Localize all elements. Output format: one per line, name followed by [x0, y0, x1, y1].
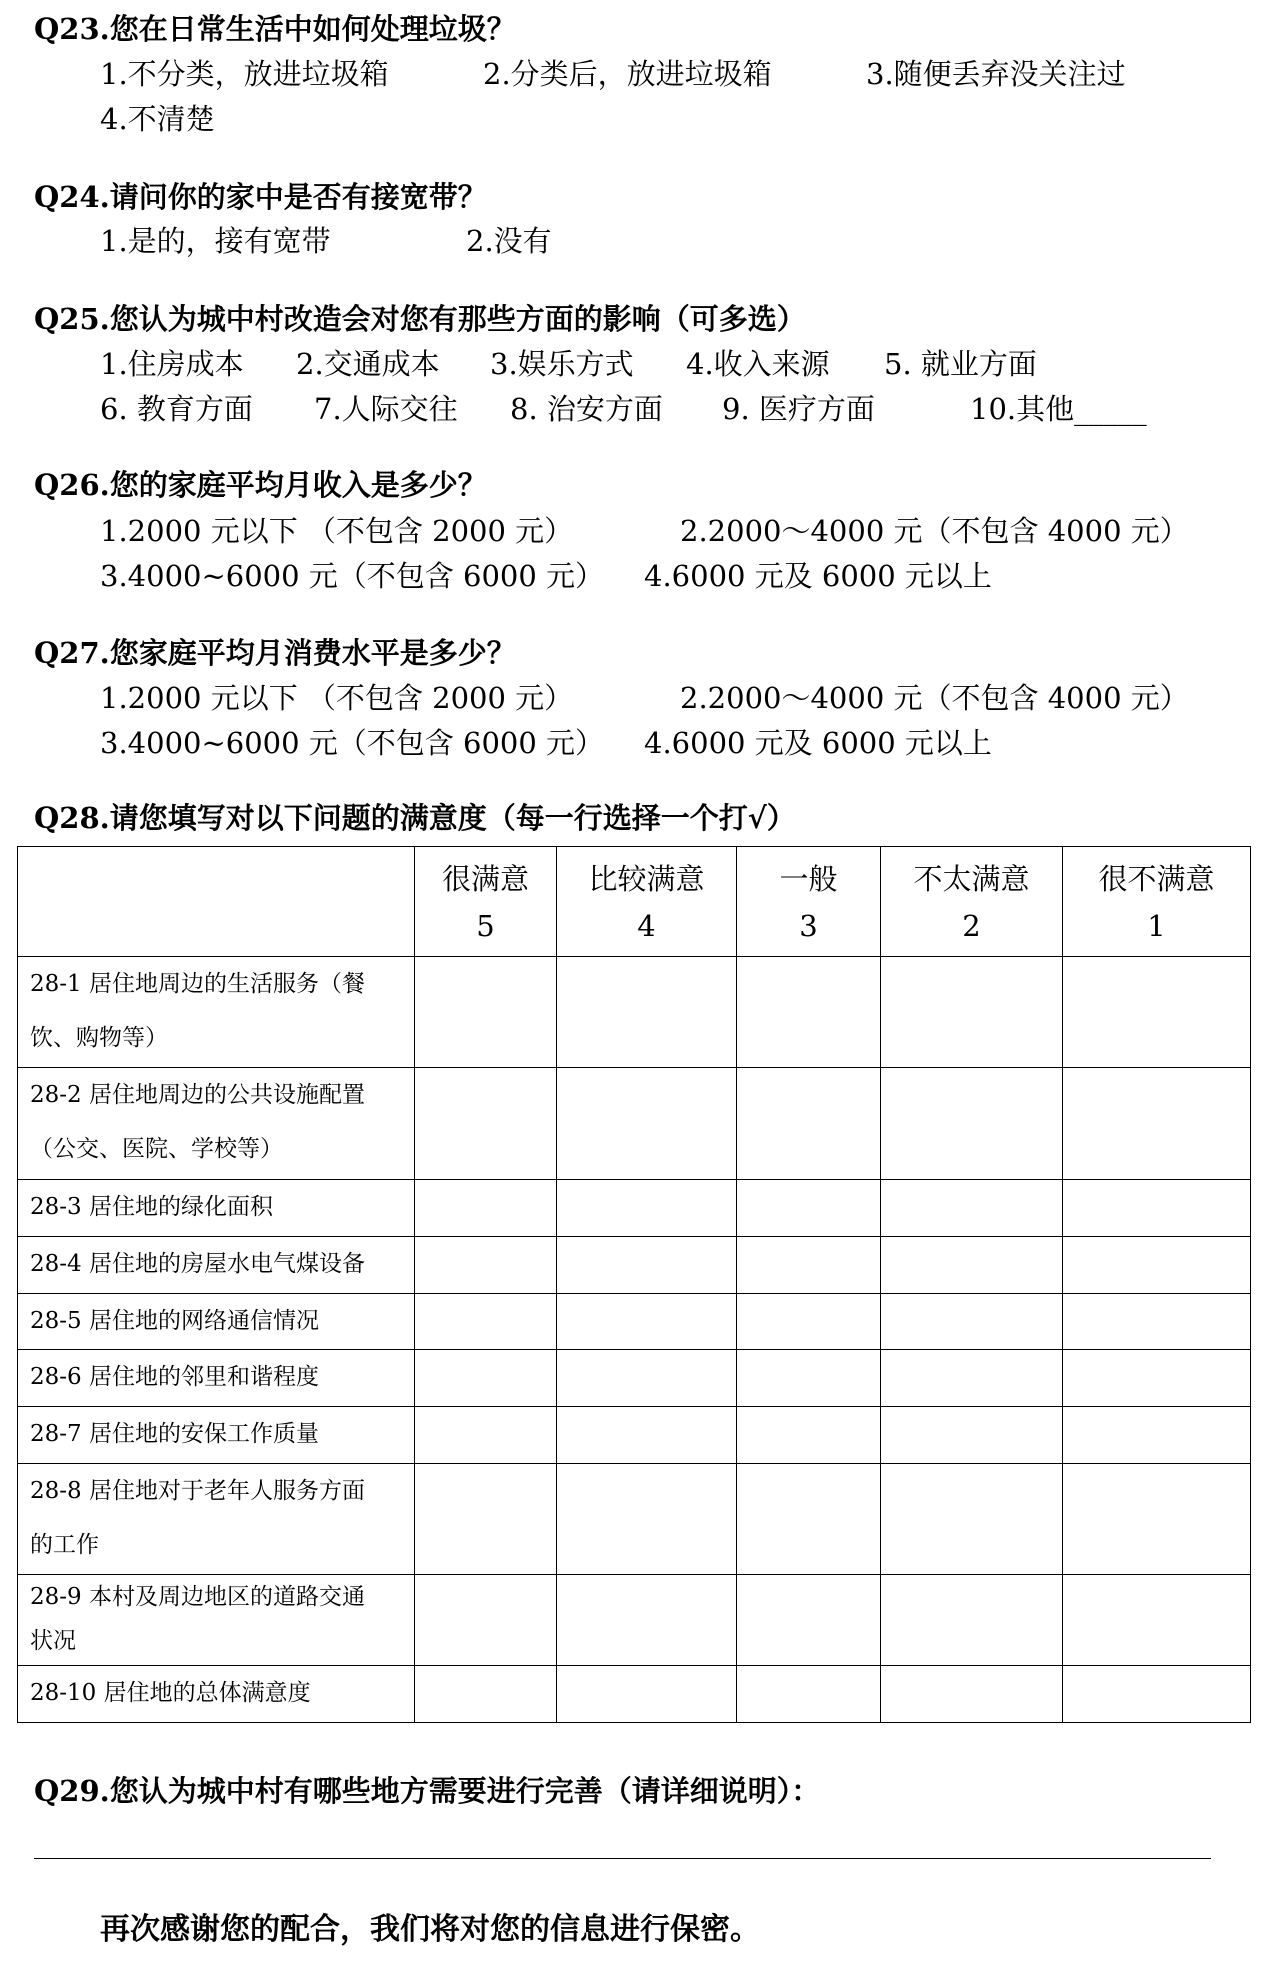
- header-not-very-satisfied: 不太满意 2: [881, 847, 1063, 957]
- rating-cell[interactable]: [1063, 1294, 1251, 1350]
- rating-cell[interactable]: [1063, 1407, 1251, 1464]
- rating-cell[interactable]: [415, 1575, 557, 1666]
- rating-cell[interactable]: [737, 1180, 881, 1237]
- q26-option-2[interactable]: 2.2000～4000 元（不包含 4000 元）: [680, 514, 1189, 548]
- q25-option-8[interactable]: 8. 治安方面: [510, 392, 663, 426]
- q24-title: Q24.请问你的家中是否有接宽带？: [34, 180, 487, 214]
- table-row: [18, 957, 1251, 1068]
- rating-cell[interactable]: [415, 1407, 557, 1464]
- row-label-28-10: 28-10 居住地的总体满意度: [18, 1666, 415, 1723]
- rating-cell[interactable]: [1063, 1464, 1251, 1575]
- table-row: [18, 1666, 1251, 1723]
- q25-option-1[interactable]: 1.住房成本: [100, 347, 244, 381]
- row-label-28-7: 28-7 居住地的安保工作质量: [18, 1407, 415, 1464]
- row-label-28-8: 28-8 居住地对于老年人服务方面 的工作: [18, 1464, 415, 1575]
- rating-cell[interactable]: [1063, 1666, 1251, 1723]
- rating-cell[interactable]: [1063, 1350, 1251, 1407]
- q27-option-1[interactable]: 1.2000 元以下 （不包含 2000 元）: [100, 681, 574, 715]
- rating-cell[interactable]: [737, 1350, 881, 1407]
- q25-option-4[interactable]: 4.收入来源: [686, 347, 830, 381]
- row-label-28-9: 28-9 本村及周边地区的道路交通 状况: [18, 1575, 415, 1666]
- rating-cell[interactable]: [737, 1068, 881, 1180]
- header-very-satisfied: 很满意 5: [415, 847, 557, 957]
- q27-title: Q27.您家庭平均月消费水平是多少？: [34, 636, 516, 670]
- closing-message: 再次感谢您的配合，我们将对您的信息进行保密。: [100, 1912, 760, 1947]
- table-row: [18, 1575, 1251, 1666]
- rating-cell[interactable]: [881, 1237, 1063, 1294]
- header-very-dissatisfied: 很不满意 1: [1063, 847, 1251, 957]
- table-header-row: [18, 847, 1251, 957]
- header-neutral: 一般 3: [737, 847, 881, 957]
- q27-option-2[interactable]: 2.2000～4000 元（不包含 4000 元）: [680, 681, 1189, 715]
- rating-cell[interactable]: [557, 1407, 737, 1464]
- q24-option-1[interactable]: 1.是的，接有宽带: [100, 224, 331, 258]
- satisfaction-table: [17, 846, 1251, 1723]
- row-label-28-5: 28-5 居住地的网络通信情况: [18, 1294, 415, 1350]
- q25-option-6[interactable]: 6. 教育方面: [100, 392, 253, 426]
- rating-cell[interactable]: [881, 1575, 1063, 1666]
- rating-cell[interactable]: [557, 1666, 737, 1723]
- table-row: [18, 1407, 1251, 1464]
- rating-cell[interactable]: [1063, 1237, 1251, 1294]
- answer-line[interactable]: [34, 1858, 1211, 1859]
- row-label-28-2: 28-2 居住地周边的公共设施配置 （公交、医院、学校等）: [18, 1068, 415, 1180]
- rating-cell[interactable]: [737, 1666, 881, 1723]
- table-row: [18, 1294, 1251, 1350]
- rating-cell[interactable]: [557, 1575, 737, 1666]
- q26-title: Q26.您的家庭平均月收入是多少？: [34, 468, 487, 502]
- q26-option-4[interactable]: 4.6000 元及 6000 元以上: [644, 559, 992, 593]
- q26-option-1[interactable]: 1.2000 元以下 （不包含 2000 元）: [100, 514, 574, 548]
- q25-option-5[interactable]: 5. 就业方面: [884, 347, 1037, 381]
- rating-cell[interactable]: [737, 957, 881, 1068]
- table-row: [18, 1350, 1251, 1407]
- rating-cell[interactable]: [881, 1666, 1063, 1723]
- rating-cell[interactable]: [1063, 957, 1251, 1068]
- rating-cell[interactable]: [881, 1180, 1063, 1237]
- rating-cell[interactable]: [881, 1464, 1063, 1575]
- row-label-28-1: 28-1 居住地周边的生活服务（餐 饮、购物等）: [18, 957, 415, 1068]
- rating-cell[interactable]: [737, 1237, 881, 1294]
- rating-cell[interactable]: [557, 1350, 737, 1407]
- rating-cell[interactable]: [557, 1464, 737, 1575]
- q27-option-4[interactable]: 4.6000 元及 6000 元以上: [644, 726, 992, 760]
- rating-cell[interactable]: [1063, 1575, 1251, 1666]
- rating-cell[interactable]: [415, 1350, 557, 1407]
- row-label-28-3: 28-3 居住地的绿化面积: [18, 1180, 415, 1237]
- rating-cell[interactable]: [557, 1068, 737, 1180]
- rating-cell[interactable]: [557, 1294, 737, 1350]
- q25-option-2[interactable]: 2.交通成本: [296, 347, 440, 381]
- q28-title: Q28.请您填写对以下问题的满意度（每一行选择一个打√）: [34, 801, 796, 835]
- rating-cell[interactable]: [415, 957, 557, 1068]
- rating-cell[interactable]: [881, 1294, 1063, 1350]
- q25-option-7[interactable]: 7.人际交往: [314, 392, 458, 426]
- rating-cell[interactable]: [415, 1464, 557, 1575]
- table-row: [18, 1180, 1251, 1237]
- rating-cell[interactable]: [737, 1575, 881, 1666]
- q23-option-2[interactable]: 2.分类后，放进垃圾箱: [483, 57, 772, 91]
- q27-option-3[interactable]: 3.4000~6000 元（不包含 6000 元）: [100, 726, 605, 760]
- rating-cell[interactable]: [415, 1180, 557, 1237]
- rating-cell[interactable]: [737, 1294, 881, 1350]
- q24-option-2[interactable]: 2.没有: [466, 224, 552, 258]
- rating-cell[interactable]: [415, 1237, 557, 1294]
- rating-cell[interactable]: [737, 1464, 881, 1575]
- q26-option-3[interactable]: 3.4000~6000 元（不包含 6000 元）: [100, 559, 605, 593]
- table-row: [18, 1068, 1251, 1180]
- row-label-28-4: 28-4 居住地的房屋水电气煤设备: [18, 1237, 415, 1294]
- rating-cell[interactable]: [1063, 1180, 1251, 1237]
- rating-cell[interactable]: [1063, 1068, 1251, 1180]
- q25-option-10[interactable]: 10.其他_____: [970, 392, 1147, 426]
- rating-cell[interactable]: [415, 1294, 557, 1350]
- q25-title: Q25.您认为城中村改造会对您有那些方面的影响（可多选）: [34, 302, 806, 336]
- header-corner-cell: [18, 847, 415, 957]
- table-row: [18, 1464, 1251, 1575]
- rating-cell[interactable]: [881, 1068, 1063, 1180]
- rating-cell[interactable]: [881, 1407, 1063, 1464]
- q23-title: Q23.您在日常生活中如何处理垃圾？: [34, 12, 516, 46]
- header-fairly-satisfied: 比较满意 4: [557, 847, 737, 957]
- rating-cell[interactable]: [415, 1666, 557, 1723]
- q23-option-1[interactable]: 1.不分类，放进垃圾箱: [100, 57, 389, 91]
- q25-option-9[interactable]: 9. 医疗方面: [722, 392, 875, 426]
- row-label-28-6: 28-6 居住地的邻里和谐程度: [18, 1350, 415, 1407]
- rating-cell[interactable]: [557, 1180, 737, 1237]
- rating-cell[interactable]: [557, 1237, 737, 1294]
- rating-cell[interactable]: [737, 1407, 881, 1464]
- q25-option-3[interactable]: 3.娱乐方式: [490, 347, 634, 381]
- q29-title: Q29.您认为城中村有哪些地方需要进行完善（请详细说明）：: [34, 1774, 821, 1808]
- table-row: [18, 1237, 1251, 1294]
- rating-cell[interactable]: [557, 957, 737, 1068]
- q23-option-4[interactable]: 4.不清楚: [100, 102, 215, 136]
- q23-option-3[interactable]: 3.随便丢弃没关注过: [866, 57, 1126, 91]
- rating-cell[interactable]: [881, 957, 1063, 1068]
- rating-cell[interactable]: [415, 1068, 557, 1180]
- rating-cell[interactable]: [881, 1350, 1063, 1407]
